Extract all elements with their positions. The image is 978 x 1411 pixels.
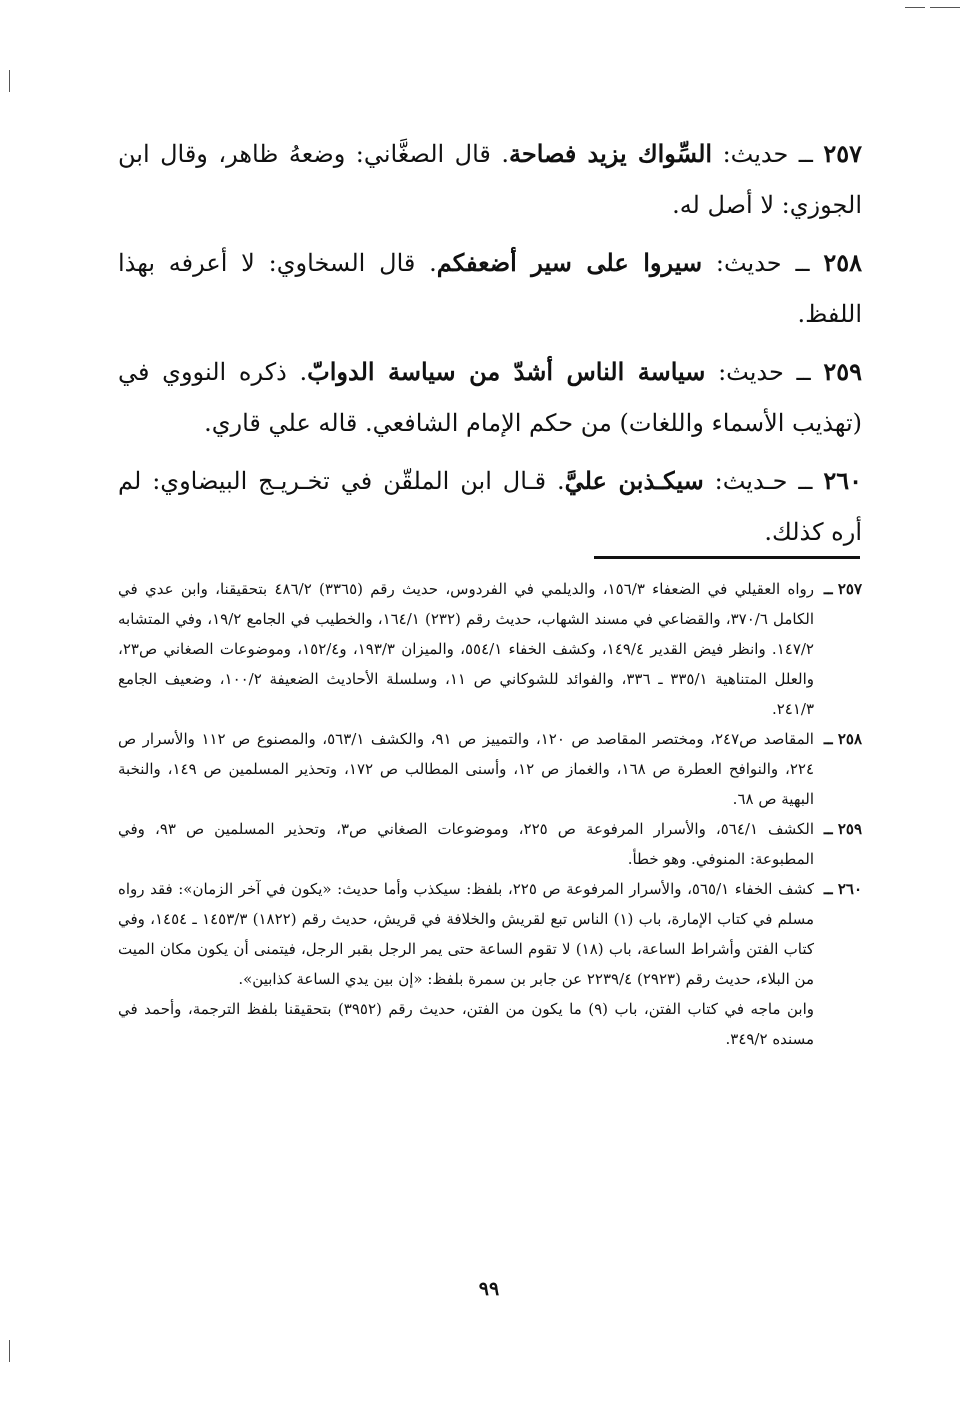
footnote-text: رواه العقيلي في الضعفاء ١٥٦/٣، والديلمي في الفردوس، حديث رقم (٣٣٦٥) ٤٨٦/٢ بتحقيقنا، وابن عدي في الكامل ٣٧٠/٦، والقضاعي في مسند الشهاب، حديث رقم (٢٣٢) ١٦٤/١، والخطيب في الجامع ١٩/٢، وفي المتشابه ١٤٧/٢. وانظر فيض القدير ١٤٩/٤، وكشف الخفاء ٥٥٤/١، والميزان ١٩٣/٣، و١٥٢/٤، وموضوعات الصغاني ص٢٣، والعلل المتناهية ٣٣٥/١ ـ ٣٣٦، والفوائد للشوكاني ص ١١، وسلسلة الأحاديث الضعيفة ١٠٠/٢، وضعيف الجامع ٢٤١/٣. (118, 580, 815, 718)
entry-commentary: . قال الصغَّاني: وضعهُ ظاهر، وقال ابن الجوزي: لا أصل له. (118, 140, 862, 219)
footnote-number: ٢٥٨ ــ (823, 730, 862, 748)
footnote-260 (118, 874, 862, 994)
entry-lead: ــ حديث: (702, 249, 810, 277)
footnote-259 (118, 814, 862, 874)
footnote-separator (594, 556, 860, 559)
hadith-entry-257 (118, 128, 862, 231)
hadith-entry-259 (118, 346, 862, 449)
footnote-number: ٢٥٧ ــ (823, 580, 862, 598)
entry-commentary: . قال السخاوي: لا أعرفه بهذا اللفظ. (118, 249, 862, 328)
footnote-text: كشف الخفاء ٥٦٥/١، والأسرار المرفوعة ص ٢٢٥، بلفظ: سيكذب وأما حديث: «يكون في آخر الزمان»: فقد رواه مسلم في كتاب الإمارة، باب (١) الناس تبع لقريش والخلافة في قريش، حديث رقم (١٨٢٢) ١٤٥٣/٣ ـ ١٤٥٤، وفي كتاب الفتن وأشراط الساعة، باب (١٨) لا تقوم الساعة حتى يمر الرجل بقبر الرجل، فيتمنى أن يكون مكان الميت من البلاء، حديث رقم (٢٩٢٣) ٢٢٣٩/٤ عن جابر بن سمرة بلفظ: «إن بين يدي الساعة كذابين». (118, 880, 815, 988)
page-number: ٩٩ (478, 1278, 500, 1300)
entry-lead: ــ حـديث: (703, 467, 813, 495)
hadith-text: السِّواك يزيد فصاحة (508, 139, 713, 168)
scan-margin-mark (905, 7, 925, 8)
hadith-text: سيكـذبن عليَّ (564, 466, 704, 495)
entry-lead: ــ حديث: (705, 358, 811, 386)
footnotes (118, 574, 862, 1054)
main-text (118, 128, 862, 564)
footnote-257 (118, 574, 862, 724)
footnote-258 (118, 724, 862, 814)
entry-commentary: . قـال ابن الملقّن في تخـريـج البيضاوي: لم أره كذلك. (118, 467, 862, 546)
footnote-text: المقاصد ص٢٤٧، ومختصر المقاصد ص ١٢٠، والتمييز ص ٩١، والكشف ٥٦٣/١، والمصنوع ص ١١٢ والأسرار ص ٢٢٤، والنوافح العطرة ص ١٦٨، والغماز ص ١٢، وأسنى المطالب ص ١٧٢، وتحذير المسلمين ص ١٤٩، والنخبة البهية ص ٦٨. (118, 730, 814, 808)
scan-margin-mark (9, 1340, 10, 1362)
footnote-number: ٢٦٠ ــ (823, 880, 862, 898)
entry-lead: ــ حديث: (712, 140, 813, 168)
footnote-continuation: وابن ماجه في كتاب الفتن، باب (٩) ما يكون من الفتن، حديث رقم (٣٩٥٢) بتحقيقنا بلفظ الترجمة، وأحمد في مسنده ٣٤٩/٢. (118, 1000, 814, 1048)
hadith-text: سيروا على سير أضعفكم (436, 248, 703, 277)
hadith-entry-258 (118, 237, 862, 340)
entry-number: ٢٦٠ (823, 466, 862, 495)
entry-number: ٢٥٩ (823, 357, 863, 386)
entry-number: ٢٥٧ (823, 139, 863, 168)
scan-margin-mark (9, 70, 10, 92)
entry-commentary: . ذكره النووي في (تهذيب الأسماء واللغات) من حكم الإمام الشافعي. قاله علي قاري. (118, 358, 862, 437)
hadith-text: سياسة الناس أشدّ من سياسة الدوابّ (307, 357, 706, 386)
hadith-entry-260 (118, 455, 862, 558)
scan-margin-mark (930, 7, 960, 8)
entry-number: ٢٥٨ (823, 248, 862, 277)
footnote-text: الكشف ٥٦٤/١، والأسرار المرفوعة ص ٢٢٥، وموضوعات الصغاني ص٣، وتحذير المسلمين ص ٩٣، وفي المطبوعة: المنوفي. وهو خطأ. (118, 820, 814, 868)
footnote-number: ٢٥٩ ــ (823, 820, 862, 838)
